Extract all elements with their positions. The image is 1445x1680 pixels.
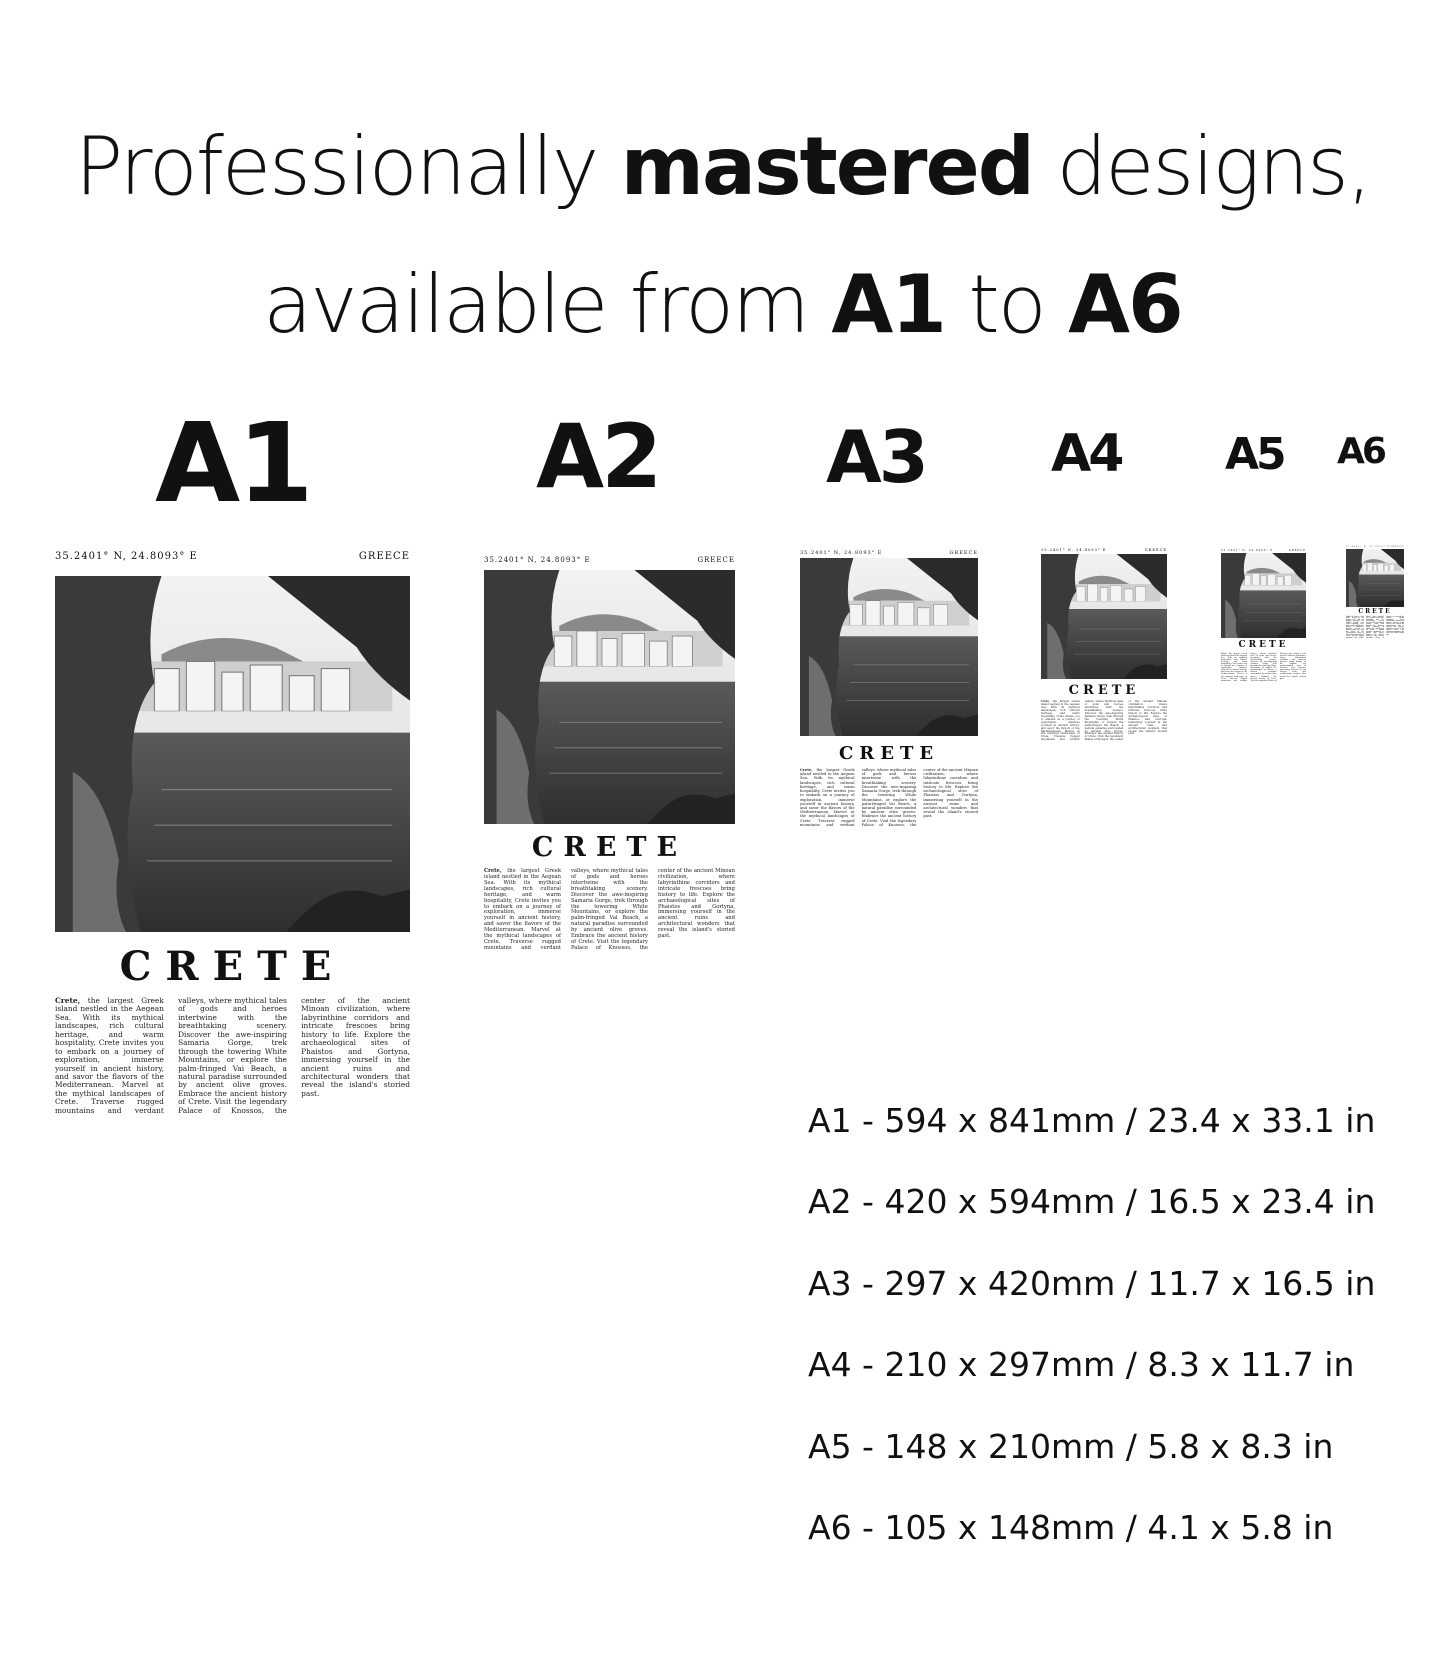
poster-photo — [55, 576, 410, 932]
headline — [0, 98, 1445, 374]
spec-a4: A4 - 210 x 297mm / 8.3 x 11.7 in — [808, 1345, 1355, 1385]
size-label-a5: A5 — [1225, 429, 1284, 480]
poster-coords: 35.2401° N, 24.8093° E — [1221, 549, 1274, 552]
spec-a6: A6 - 105 x 148mm / 4.1 x 5.8 in — [808, 1508, 1334, 1548]
poster-a1 — [55, 551, 410, 1115]
poster-body: Crete, the largest Greek island nestled in the Aegean Sea. With its mythical landscapes, rich cultural heritage, and warm hospitality, Crete invites you to embark on a journey of exploration, immerse yourself in ancient history, and savor the flavors of the Mediterranean. Marvel at the mythical landscapes of Crete. Traverse rugged mountains and verdant valleys, where mythical tales of gods and heroes intertwine with the breathtaking scenery. Discover the awe-inspiring Samaria Gorge, trek through the towering White Mountains, or explore the palm-fringed Vai Beach, a natural paradise surrounded by ancient olive groves. Embrace the ancient history of Crete. Visit the legendary Palace of Knossos, the center of the ancient Minoan civilization, where labyrinthine corridors and intricate frescoes bring history to life. Explore the archaeological sites of Phaistos and Gortyna, immersing yourself in the ancient ruins and architectural wonders that reveal the island's storied past. — [1041, 700, 1167, 742]
poster-body: Crete, the largest Greek island nestled in the Aegean Sea. With its mythical landscapes, rich cultural heritage, and warm hospitality, Crete invites you to embark on a journey of exploration, immerse yourself in ancient history, and savor the flavors of the Mediterranean. Marvel at the mythical landscapes of Crete. Traverse rugged mountains and verdant valleys, where mythical tales of gods and heroes intertwine with the breathtaking scenery. Discover the awe-inspiring Samaria Gorge, trek through the towering White Mountains, or explore the palm-fringed Vai Beach, a natural paradise surrounded by ancient olive groves. Embrace the ancient history of Crete. Visit the legendary Palace of Knossos, the center of the ancient Minoan civilization, where labyrinthine corridors and intricate frescoes bring history to life. Explore the archaeological sites of Phaistos and Gortyna, immersing yourself in the ancient ruins and architectural wonders that reveal the island's storied past. — [1346, 617, 1404, 639]
size-label-a1: A1 — [155, 399, 311, 527]
poster-body: Crete, the largest Greek island nestled in the Aegean Sea. With its mythical landscapes, rich cultural heritage, and warm hospitality, Crete invites you to embark on a journey of exploration, immerse yourself in ancient history, and savor the flavors of the Mediterranean. Marvel at the mythical landscapes of Crete. Traverse rugged mountains and verdant valleys, where mythical tales of gods and heroes intertwine with the breathtaking scenery. Discover the awe-inspiring Samaria Gorge, trek through the towering White Mountains, or explore the palm-fringed Vai Beach, a natural paradise surrounded by ancient olive groves. Embrace the ancient history of Crete. Visit the legendary Palace of Knossos, the center of the ancient Minoan civilization, where labyrinthine corridors and intricate frescoes bring history to life. Explore the archaeological sites of Phaistos and Gortyna, immersing yourself in the ancient ruins and architectural wonders that reveal the island's storied past. — [484, 868, 735, 951]
poster-country: GREECE — [697, 556, 735, 564]
poster-photo — [1346, 549, 1404, 607]
poster-country: GREECE — [1389, 546, 1404, 548]
headline-line-2: available from A1 to A6 — [263, 258, 1182, 351]
size-label-a4: A4 — [1051, 424, 1122, 484]
poster-title: CRETE — [1238, 640, 1289, 650]
poster-country: GREECE — [949, 550, 978, 556]
spec-a2: A2 - 420 x 594mm / 16.5 x 23.4 in — [808, 1182, 1376, 1222]
poster-photo — [800, 558, 978, 736]
headline-line-1: Professionally mastered designs, — [74, 120, 1371, 213]
size-label-a2: A2 — [536, 405, 660, 508]
poster-a2 — [484, 556, 735, 951]
poster-title: CRETE — [119, 943, 346, 990]
poster-photo — [1041, 554, 1167, 679]
poster-coords: 35.2401° N, 24.8093° E — [55, 551, 198, 562]
poster-body: Crete, the largest Greek island nestled in the Aegean Sea. With its mythical landscapes, rich cultural heritage, and warm hospitality, Crete invites you to embark on a journey of exploration, immerse yourself in ancient history, and savor the flavors of the Mediterranean. Marvel at the mythical landscapes of Crete. Traverse rugged mountains and verdant valleys, where mythical tales of gods and heroes intertwine with the breathtaking scenery. Discover the awe-inspiring Samaria Gorge, trek through the towering White Mountains, or explore the palm-fringed Vai Beach, a natural paradise surrounded by ancient olive groves. Embrace the ancient history of Crete. Visit the legendary Palace of Knossos, the center of the ancient Minoan civilization, where labyrinthine corridors and intricate frescoes bring history to life. Explore the archaeological sites of Phaistos and Gortyna, immersing yourself in the ancient ruins and architectural wonders that reveal the island's storied past. — [800, 768, 978, 827]
poster-body: Crete, the largest Greek island nestled in the Aegean Sea. With its mythical landscapes, rich cultural heritage, and warm hospitality, Crete invites you to embark on a journey of exploration, immerse yourself in ancient history, and savor the flavors of the Mediterranean. Marvel at the mythical landscapes of Crete. Traverse rugged mountains and verdant valleys, where mythical tales of gods and heroes intertwine with the breathtaking scenery. Discover the awe-inspiring Samaria Gorge, trek through the towering White Mountains, or explore the palm-fringed Vai Beach, a natural paradise surrounded by ancient olive groves. Embrace the ancient history of Crete. Visit the legendary Palace of Knossos, the center of the ancient Minoan civilization, where labyrinthine corridors and intricate frescoes bring history to life. Explore the archaeological sites of Phaistos and Gortyna, immersing yourself in the ancient ruins and architectural wonders that reveal the island's storied past. — [55, 996, 410, 1115]
poster-a3 — [800, 550, 978, 827]
poster-title: CRETE — [1358, 608, 1392, 615]
poster-country: GREECE — [1288, 549, 1306, 552]
poster-a5 — [1221, 549, 1306, 682]
poster-coords: 35.2401° N, 24.8093° E — [484, 556, 591, 564]
poster-photo — [1221, 553, 1306, 638]
poster-title: CRETE — [1068, 683, 1140, 698]
poster-a6 — [1346, 546, 1404, 639]
poster-a4 — [1041, 548, 1167, 742]
poster-body: Crete, the largest Greek island nestled in the Aegean Sea. With its mythical landscapes, rich cultural heritage, and warm hospitality, Crete invites you to embark on a journey of exploration, immerse yourself in ancient history, and savor the flavors of the Mediterranean. Marvel at the mythical landscapes of Crete. Traverse rugged mountains and verdant valleys, where mythical tales of gods and heroes intertwine with the breathtaking scenery. Discover the awe-inspiring Samaria Gorge, trek through the towering White Mountains, or explore the palm-fringed Vai Beach, a natural paradise surrounded by ancient olive groves. Embrace the ancient history of Crete. Visit the legendary Palace of Knossos, the center of the ancient Minoan civilization, where labyrinthine corridors and intricate frescoes bring history to life. Explore the archaeological sites of Phaistos and Gortyna, immersing yourself in the ancient ruins and architectural wonders that reveal the island's storied past. — [1221, 653, 1306, 682]
poster-title: CRETE — [531, 832, 688, 863]
spec-a5: A5 - 148 x 210mm / 5.8 x 8.3 in — [808, 1426, 1334, 1466]
size-label-a3: A3 — [826, 415, 926, 499]
size-label-a6: A6 — [1337, 431, 1384, 472]
poster-coords: 35.2401° N, 24.8093° E — [1346, 546, 1390, 548]
poster-title: CRETE — [838, 743, 940, 764]
poster-photo — [484, 570, 735, 824]
spec-a3: A3 - 297 x 420mm / 11.7 x 16.5 in — [808, 1263, 1376, 1303]
poster-coords: 35.2401° N, 24.8093° E — [1041, 548, 1107, 552]
spec-a1: A1 - 594 x 841mm / 23.4 x 33.1 in — [808, 1101, 1376, 1140]
poster-country: GREECE — [1144, 548, 1167, 552]
size-specs — [808, 1080, 1375, 1568]
poster-coords: 35.2401° N, 24.8093° E — [800, 550, 883, 556]
poster-country: GREECE — [358, 551, 410, 562]
